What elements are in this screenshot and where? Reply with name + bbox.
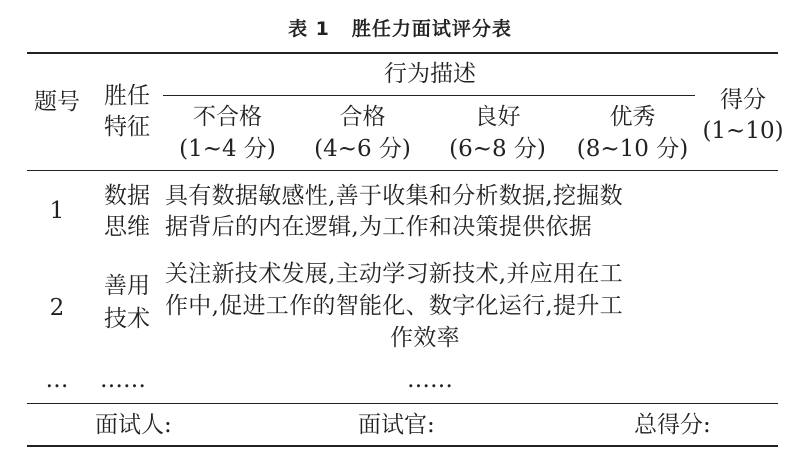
level-range-pass: (4~6 分) — [314, 136, 411, 162]
ellipsis-number: … — [45, 367, 69, 393]
ellipsis-description: …… — [407, 367, 453, 393]
table-title — [0, 14, 800, 41]
row-1-competency-line1: 数据 — [104, 183, 150, 209]
row-2-competency-line2: 技术 — [104, 306, 150, 332]
bottom-rule — [27, 445, 778, 447]
table-title-text: 胜任力面试评分表 — [351, 18, 512, 40]
table-number: 表 1 — [288, 18, 330, 40]
header-competency-line1: 胜任 — [104, 83, 150, 109]
footer-interviewee: 面试人: — [95, 412, 172, 438]
row-2-description-line3: 作效率 — [390, 325, 460, 351]
header-number: 题号 — [34, 89, 80, 115]
row-2-description-line1: 关注新技术发展,主动学习新技术,并应用在工 — [165, 261, 623, 287]
header-score-range: (1~10) — [702, 118, 784, 144]
header-behavior: 行为描述 — [384, 61, 476, 87]
row-2-description-line2: 作中,促进工作的智能化、数字化运行,提升工 — [165, 293, 623, 319]
footer-rule — [27, 403, 778, 404]
level-range-excellent: (8~10 分) — [576, 136, 689, 162]
level-label-excellent: 优秀 — [609, 104, 656, 130]
level-range-good: (6~8 分) — [449, 136, 546, 162]
level-range-fail: (1~4 分) — [179, 136, 276, 162]
header-score-label: 得分 — [720, 87, 766, 113]
level-label-pass: 合格 — [339, 104, 386, 130]
row-1-description-line2: 据背后的内在逻辑,为工作和决策提供依据 — [165, 214, 593, 240]
row-2-competency-line1: 善用 — [104, 273, 150, 299]
footer-interviewer: 面试官: — [358, 412, 435, 438]
behavior-subrule — [163, 95, 695, 96]
row-1-competency-line2: 思维 — [104, 214, 150, 240]
header-competency-line2: 特征 — [104, 114, 150, 140]
header-rule — [27, 170, 778, 171]
footer-total-score: 总得分: — [634, 412, 711, 438]
row-2-number: 2 — [49, 295, 65, 321]
level-label-good: 良好 — [474, 104, 521, 130]
row-1-number: 1 — [49, 198, 65, 224]
level-label-fail: 不合格 — [193, 104, 262, 130]
ellipsis-competency: …… — [100, 367, 146, 393]
row-1-description-line1: 具有数据敏感性,善于收集和分析数据,挖掘数 — [165, 183, 623, 209]
top-rule — [27, 52, 778, 54]
